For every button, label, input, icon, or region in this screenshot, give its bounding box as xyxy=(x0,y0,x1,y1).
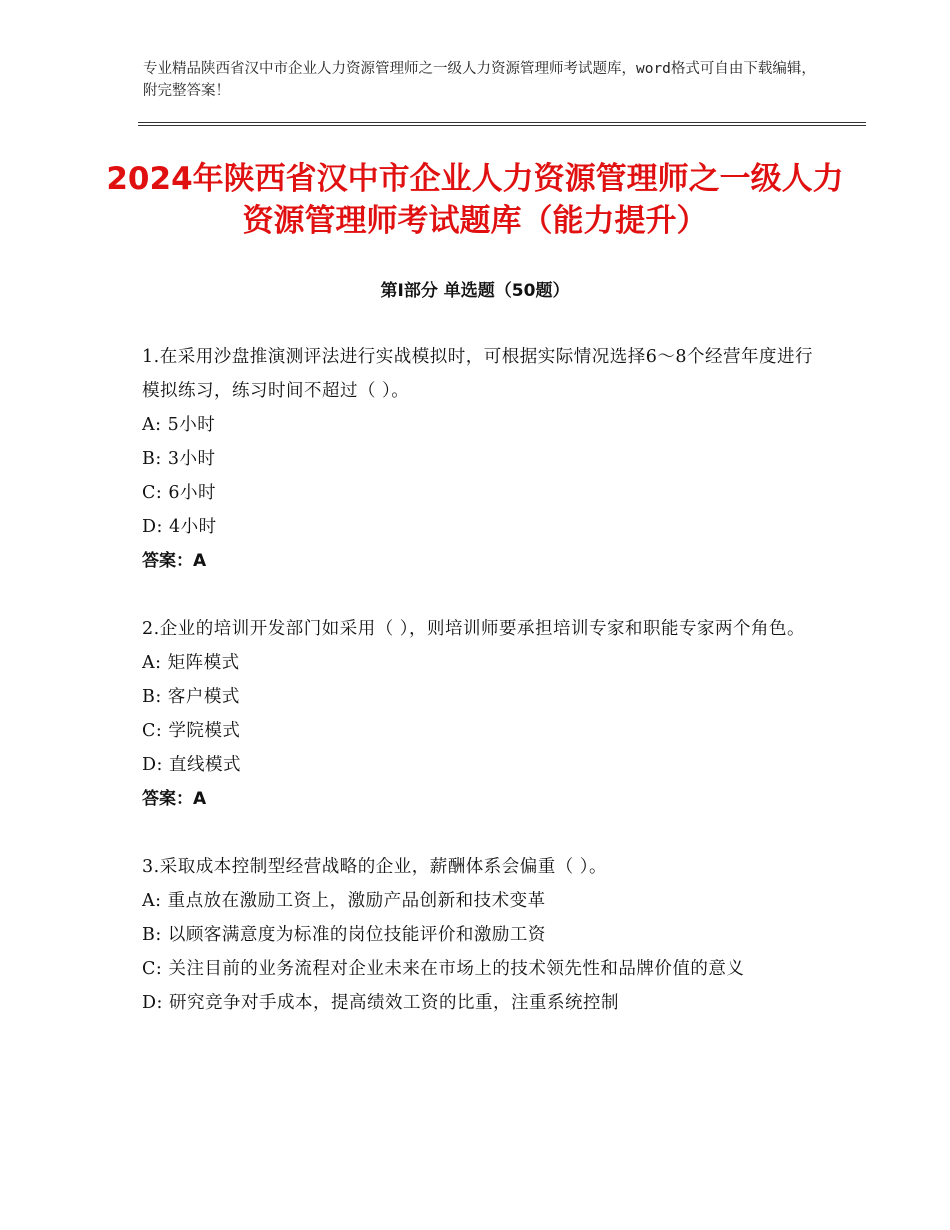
answer-value: A xyxy=(193,551,207,571)
option-text: 矩阵模式 xyxy=(167,653,240,673)
option-key: A: xyxy=(142,891,168,911)
header-rule-bottom xyxy=(138,125,866,126)
option-key: C: xyxy=(142,959,169,979)
question-stem: 2.企业的培训开发部门如采用（ ），则培训师要承担培训专家和职能专家两个角色。 xyxy=(142,619,806,639)
option-text: 以顾客满意度为标准的岗位技能评价和激励工资 xyxy=(167,925,546,945)
option-d xyxy=(142,748,822,782)
option-key: B: xyxy=(142,925,168,945)
option-key: D: xyxy=(142,755,169,775)
option-text: 研究竞争对手成本，提高绩效工资的比重，注重系统控制 xyxy=(169,993,619,1013)
option-b xyxy=(142,442,822,476)
question-stem: 3.采取成本控制型经营战略的企业，薪酬体系会偏重（ ）。 xyxy=(142,857,608,877)
answer-line xyxy=(142,544,822,578)
option-key: C: xyxy=(142,721,169,741)
option-a xyxy=(142,646,822,680)
answer-label: 答案： xyxy=(142,789,193,809)
option-d xyxy=(142,510,822,544)
question-stem: 1.在采用沙盘推演测评法进行实战模拟时，可根据实际情况选择6～8个经营年度进行模拟练习，练习时间不超过（ ）。 xyxy=(142,347,813,401)
option-text: 学院模式 xyxy=(168,721,241,741)
section-title: 第Ⅰ部分 单选题（50题） xyxy=(380,281,570,301)
option-c xyxy=(142,476,822,510)
option-d xyxy=(142,986,822,1020)
answer-value: A xyxy=(193,789,207,809)
option-c xyxy=(142,714,822,748)
answer-line xyxy=(142,782,822,816)
option-key: C: xyxy=(142,483,169,503)
option-text: 3小时 xyxy=(167,449,216,469)
option-a xyxy=(142,408,822,442)
option-text: 5小时 xyxy=(167,415,216,435)
answer-label: 答案： xyxy=(142,551,193,571)
header-rule-top xyxy=(138,122,866,123)
header-note: 专业精品陕西省汉中市企业人力资源管理师之一级人力资源管理师考试题库，word格式可自由下载编辑，附完整答案！ xyxy=(143,61,816,99)
option-text: 关注目前的业务流程对企业未来在市场上的技术领先性和品牌价值的意义 xyxy=(168,959,745,979)
option-text: 重点放在激励工资上，激励产品创新和技术变革 xyxy=(167,891,546,911)
option-text: 直线模式 xyxy=(169,755,241,775)
option-b xyxy=(142,918,822,952)
question-1 xyxy=(142,340,822,578)
question-2 xyxy=(142,612,822,816)
question-list xyxy=(142,340,822,1054)
option-key: A: xyxy=(142,653,168,673)
option-a xyxy=(142,884,822,918)
document-title: 2024年陕西省汉中市企业人力资源管理师之一级人力资源管理师考试题库（能力提升） xyxy=(106,161,844,239)
option-key: D: xyxy=(142,517,169,537)
option-text: 4小时 xyxy=(169,517,217,537)
option-key: B: xyxy=(142,449,168,469)
option-key: D: xyxy=(142,993,169,1013)
option-key: A: xyxy=(142,415,168,435)
option-b xyxy=(142,680,822,714)
option-c xyxy=(142,952,822,986)
question-3 xyxy=(142,850,822,1020)
option-text: 6小时 xyxy=(168,483,216,503)
option-key: B: xyxy=(142,687,168,707)
option-text: 客户模式 xyxy=(167,687,240,707)
